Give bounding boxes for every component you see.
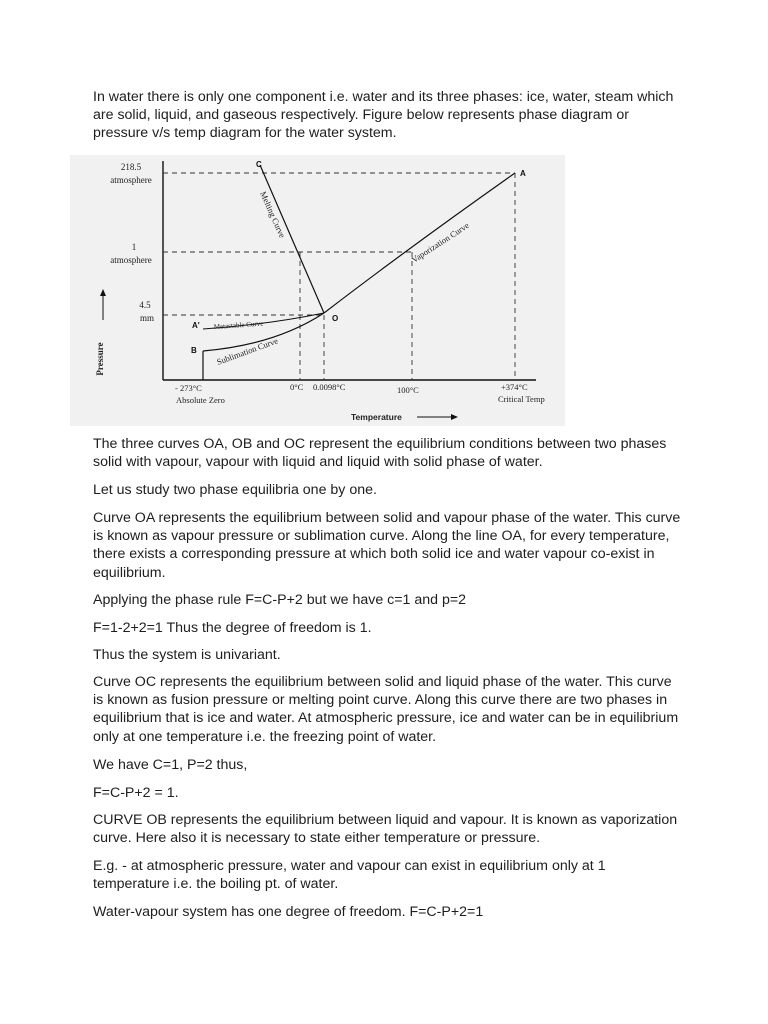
metastable-curve-label: Metastable Curve — [213, 319, 264, 331]
x-tick-100c: 100°C — [397, 385, 419, 395]
x-axis-arrowhead — [451, 414, 458, 420]
degree-freedom-paragraph: F=1-2+2=1 Thus the degree of freedom is 1. — [93, 620, 372, 636]
y-tick-218-5-unit: atmosphere — [110, 175, 152, 185]
vaporization-curve-label: Vaporization Curve — [409, 220, 471, 265]
x-tick-absolute-zero: Absolute Zero — [176, 395, 225, 405]
x-tick-0c: 0°C — [290, 382, 304, 392]
x-tick-minus-273: - 273°C — [175, 383, 202, 393]
study-paragraph: Let us study two phase equilibria one by one. — [93, 482, 377, 498]
phase-rule-paragraph: Applying the phase rule F=C-P+2 but we have c=1 and p=2 — [93, 592, 467, 608]
vaporization-curve-line — [324, 173, 515, 313]
phase-diagram-figure — [70, 155, 565, 426]
point-b-label: B — [191, 346, 197, 355]
x-tick-0-0098c: 0.0098°C — [313, 382, 346, 392]
water-vapour-paragraph: Water-vapour system has one degree of freedom. F=C-P+2=1 — [93, 904, 484, 920]
reference-lines — [163, 173, 515, 380]
phase-diagram — [70, 155, 565, 426]
point-a-label: A — [520, 169, 526, 178]
y-tick-4-5: 4.5 — [139, 300, 151, 310]
formula-paragraph: F=C-P+2 = 1. — [93, 785, 179, 801]
y-tick-1: 1 — [131, 242, 137, 252]
point-a-prime-label: A' — [192, 321, 200, 330]
x-tick-critical-temp: Critical Temp — [498, 394, 545, 404]
y-tick-1-unit: atmosphere — [110, 255, 152, 265]
curve-ob-paragraph: CURVE OB represents the equilibrium between liquid and vapour. It is known as vaporization curve. Here also it is necessary to state either temperature or pressure. — [93, 812, 678, 847]
univariant-paragraph: Thus the system is univariant. — [93, 647, 281, 663]
we-have-paragraph: We have C=1, P=2 thus, — [93, 757, 248, 773]
sublimation-curve-label: Sublimation Curve — [215, 335, 280, 367]
point-c-label: C — [256, 160, 262, 169]
three-curves-paragraph: The three curves OA, OB and OC represent the equilibrium conditions between two phases solid with vapour, vapour with liquid and liquid with solid phase of water. — [93, 436, 667, 471]
point-o-label: O — [332, 314, 339, 323]
y-tick-4-5-unit: mm — [139, 313, 155, 323]
y-axis-label: Pressure — [95, 342, 105, 376]
example-paragraph: E.g. - at atmospheric pressure, water and vapour can exist in equilibrium only at 1 temperature i.e. the boiling pt. of water. — [93, 858, 606, 893]
curve-oa-paragraph: Curve OA represents the equilibrium between solid and vapour phase of the water. This curve is known as vapour pressure or sublimation curve. Along the line OA, for every temperature, there exists a corresponding pressure at which both solid ice and water vapour co-exist in equilibrium. — [93, 510, 681, 581]
intro-paragraph: In water there is only one component i.e. water and its three phases: ice, water, steam which are solid, liquid, and gaseous respectively. Figure below represents phase diagram or pressure v/s temp diagram for the water system. — [93, 89, 674, 142]
melting-curve-line — [260, 165, 324, 313]
curve-oc-paragraph: Curve OC represents the equilibrium between solid and liquid phase of the water. This curve is known as fusion pressure or melting point curve. Along this curve there are two phases in equilibrium that is ice and water. At atmospheric pressure, ice and water can be in equilibrium only at one temperature i.e. the freezing point of water. — [93, 674, 679, 745]
x-tick-374c: +374°C — [501, 382, 528, 392]
y-tick-218-5: 218.5 — [120, 162, 142, 172]
melting-curve-label: Melting Curve — [258, 189, 288, 240]
x-axis-label: Temperature — [351, 412, 402, 422]
y-axis-arrowhead — [100, 289, 106, 296]
